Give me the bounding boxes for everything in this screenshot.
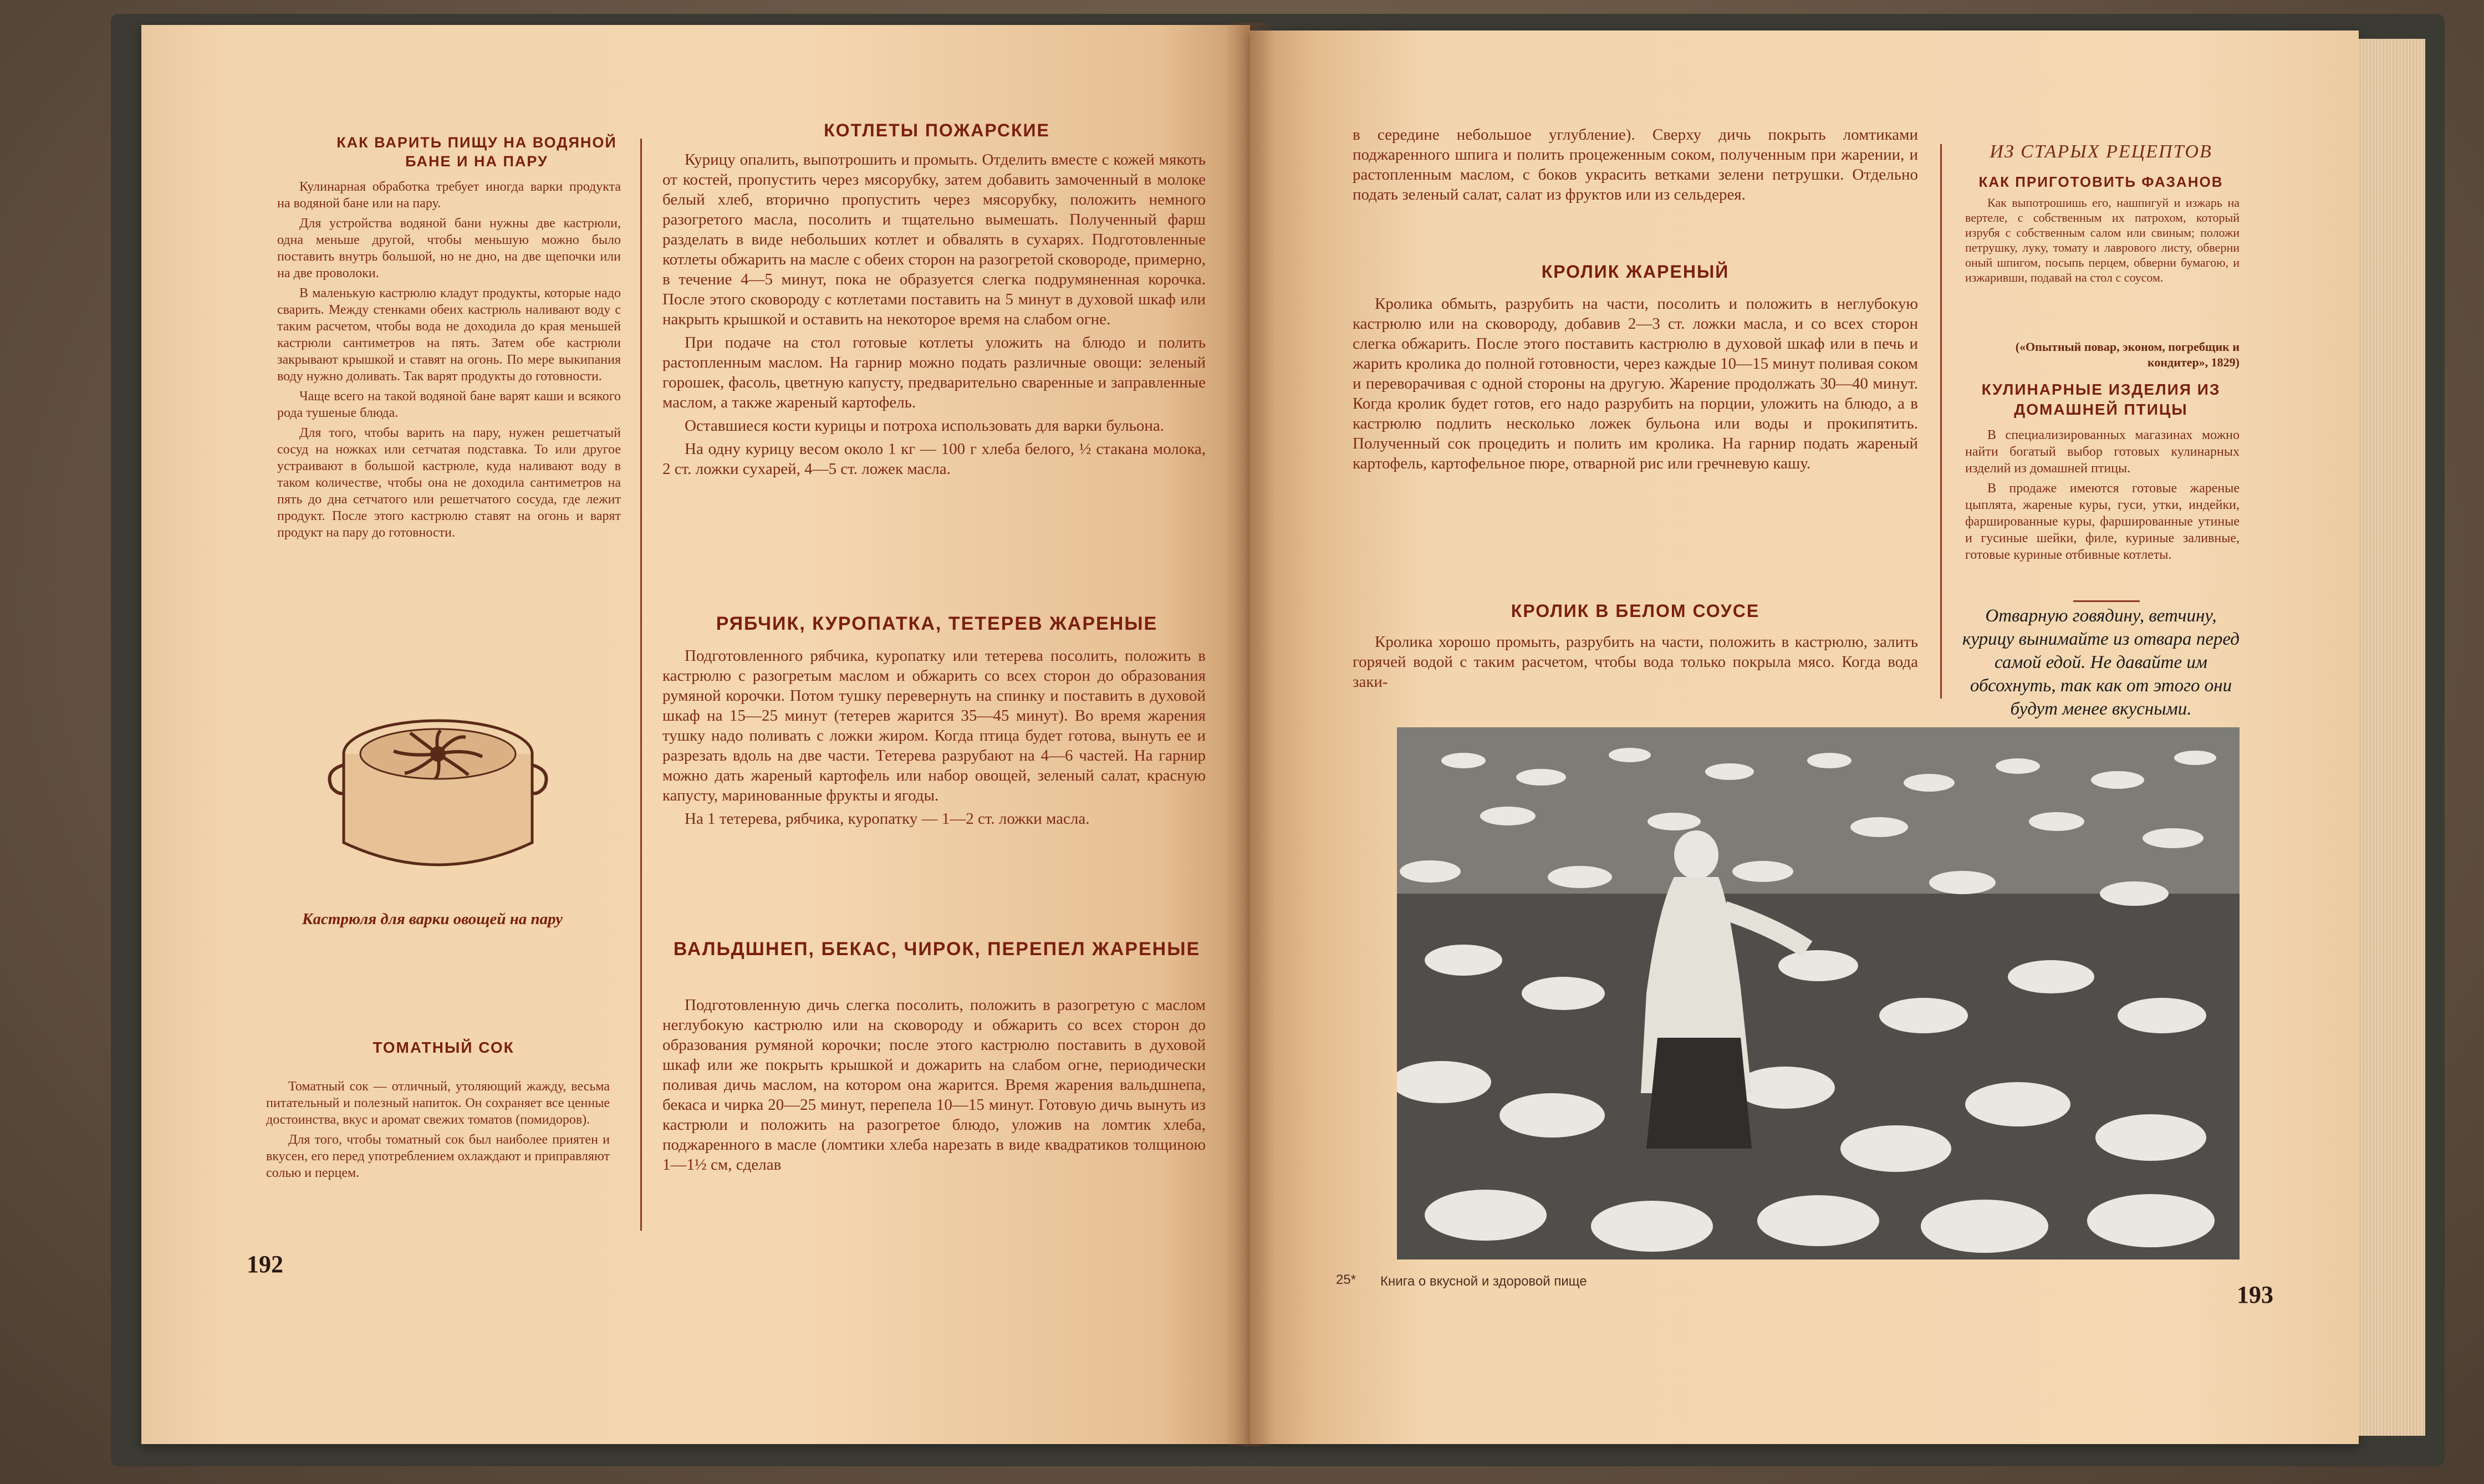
kotlety-text — [662, 150, 1206, 482]
paragraph: Кулинарная обработка требует иногда варки продукта на водяной бане или на пару. — [277, 180, 621, 211]
column-rule — [1940, 144, 1942, 698]
column-rule — [640, 139, 642, 1231]
paragraph: Для того, чтобы варить на пару, нужен решетчатый сосуд на ножках или сетчатая подставка. То или другое устраивают в большой кастрюле, куда наливают воду в таком количестве, чтобы она не доходила сантиметров на пять до дна сетчатого или решетчатого сосуда, где лежит продукт. После этого кастрюлю ставят на огонь и варят продукт на пару до готовности. — [277, 426, 621, 540]
krolik-title: КРОЛИК ЖАРЕНЫЙ — [1541, 262, 1730, 282]
paragraph: Оставшиеся кости курицы и потроха использовать для варки бульона. — [685, 417, 1165, 435]
paragraph: Как выпотрошишь его, нашпигуй и изжарь на вертеле, с собственным их патрохом, который изрубя с собственным салом или свиным; положи петрушку, луку, томату и лаврового листу, обверни оный шпигом, посыпь перцем, обверни бумагою, и изжаривши, подавай на стол с соусом. — [1965, 196, 2240, 284]
steamer-pot-illustration — [322, 704, 554, 893]
page-number-left: 192 — [247, 1251, 283, 1278]
footer-book-title: Книга о вкусной и здоровой пище — [1380, 1274, 1587, 1289]
continuation-text — [1353, 125, 1918, 208]
paragraph: В специализированных магазинах можно найти богатый выбор готовых кулинарных изделий из домашней птицы. — [1965, 428, 2240, 476]
ryabchik-title: РЯБЧИК, КУРОПАТКА, ТЕТЕРЕВ ЖАРЕНЫЕ — [716, 613, 1158, 634]
paragraph: Подготовленную дичь слегка посолить, положить в разогретую с маслом неглубокую кастрюлю или на сковороду и обжарить со всех сторон до образования румяной корочки; после этого кастрюлю поставить в духовой шкаф или же покрыть крышкой и дожарить на слабом огне, периодически поливая дичь маслом, на котором она жарится. Время жарения вальдшнепа, бекаса и чирка 20—25 минут, перепела 10—15 минут. Готовую дичь вынуть из кастрюли и положить на разогретое блюдо, уложив на ломтик хлеба, поджаренного в масле (ломтики хлеба нарезать в виде квадратиков толщиною 1—1½ см, сделав — [662, 996, 1206, 1174]
geese-photo-drawing — [1397, 727, 2240, 1259]
steam-bath-text — [277, 179, 621, 544]
kulinar-title: КУЛИНАРНЫЕ ИЗДЕЛИЯ ИЗ ДОМАШНЕЙ ПТИЦЫ — [1981, 381, 2221, 418]
tomato-juice-text — [266, 1078, 610, 1185]
paragraph: Кролика обмыть, разрубить на части, посолить и положить в неглубокую кастрюлю или на сковороду, добавив 2—3 ст. ложки масла, и со всех сторон слегка обжарить. После этого поставить кастрюлю в духовой шкаф или в печь и жарить кролика до полной готовности, через каждые 10—15 минут поливая соком и переворачивая с одной стороны на другую. Жарение продолжать 30—40 минут. Когда кролик будет готов, его надо разрубить на порции, уложить на блюдо, а в кастрюлю подлить несколько ложек бульона или воды и прокипятить. Полученный сок процедить и полить им кролика. На гарнир подать жареный картофель, картофельное пюре, отварной рис или гречневую кашу. — [1353, 295, 1918, 472]
page-edges — [2359, 39, 2425, 1436]
steam-bath-title: КАК ВАРИТЬ ПИЩУ НА ВОДЯНОЙ БАНЕ И НА ПАРУ — [336, 134, 617, 170]
paragraph: Кролика хорошо промыть, разрубить на части, положить в кастрюлю, залить горячей водой с таким расчетом, чтобы вода только покрыла мясо. Когда вода заки- — [1353, 633, 1918, 691]
valdshnep-text — [662, 995, 1206, 1178]
paragraph: в середине небольшое углубление). Сверху дичь покрыть ломтиками поджаренного шпига и полить процеженным соком, полученным при жарении, и растопленным маслом, с боков украсить ветками зелени петрушки. Отдельно подать зеленый салат, салат из фруктов или из сельдерея. — [1353, 126, 1918, 203]
paragraph: Для того, чтобы томатный сок был наиболее приятен и вкусен, его перед употреблением охлаждают и приправляют солью и перцем. — [266, 1133, 610, 1180]
page-number-right: 193 — [2237, 1281, 2273, 1308]
krolik-sous-text — [1353, 632, 1918, 695]
paragraph: На 1 тетерева, рябчика, куропатку — 1—2 ст. ложки масла. — [685, 810, 1090, 828]
paragraph: Для устройства водяной бани нужны две кастрюли, одна меньше другой, чтобы меньшую можно было поставить внутрь большой, но не дно, на две щепочки или на две проволоки. — [277, 216, 621, 281]
paragraph: В маленькую кастрюлю кладут продукты, которые надо сварить. Между стенками обеих кастрюль наливают воду с таким расчетом, чтобы вода не доходила до края меньшей кастрюли сантиметров на пять. Затем обе кастрюли закрывают крышкой и ставят на огонь. По мере выкипания воду нужно доливать. Так варят продукты до готовности. — [277, 286, 621, 384]
fazan-text — [1965, 195, 2240, 288]
krolik-sous-title: КРОЛИК В БЕЛОМ СОУСЕ — [1511, 601, 1760, 621]
paragraph: Курицу опалить, выпотрошить и промыть. Отделить вместе с кожей мякоть от костей, пропустить через мясорубку, затем добавить замоченный в молоке белый хлеб, вторично пропустить через мясорубку, положить немного разогретого масла, посолить и тщательно вымешать. Полученный фарш разделать в виде небольших котлет и обвалять в сухарях. Подготовленные котлеты обжарить на масле с обеих сторон на разогретой сковороде, примерно, в течение 4—5 минут, пока не образуется слегка подрумяненная корочка. После этого сковороду с котлетами поставить на 5 минут в духовой шкаф или накрыть крышкой и оставить на некоторое время на слабом огне. — [662, 151, 1206, 328]
kotlety-title: КОТЛЕТЫ ПОЖАРСКИЕ — [824, 120, 1050, 140]
tomato-juice-title: ТОМАТНЫЙ СОК — [373, 1039, 514, 1056]
krolik-text — [1353, 294, 1918, 477]
book-spine-shadow — [1225, 22, 1275, 1447]
old-recipes-heading: ИЗ СТАРЫХ РЕЦЕПТОВ — [1990, 141, 2212, 162]
kulinar-text — [1965, 427, 2240, 567]
geese-photograph — [1397, 727, 2240, 1259]
paragraph: При подаче на стол готовые котлеты уложить на блюдо и полить растопленным маслом. На гарнир можно подать различные овощи: зеленый горошек, фасоль, цветную капусту, предварительно сваренные и заправленные маслом, а также жареный картофель. — [662, 334, 1206, 411]
paragraph: Чаще всего на такой водяной бане варят каши и всякого рода тушеные блюда. — [277, 389, 621, 420]
handwritten-note: Отварную говядину, ветчину, курицу вынимайте из отвара перед самой едой. Не давайте им обсохнуть, так как от этого они будут менее вкусными. — [1962, 606, 2240, 719]
paragraph: Подготовленного рябчика, куропатку или тетерева посолить, положить в кастрюлю с разогретым маслом и обжарить со всех сторон до образования румяной корочки. Потом тушку перевернуть на спинку и поставить в духовой шкаф на 15—25 минут (тетерев жарится 35—45 минут). Во время жарения тушку надо поливать с ложки жиром. Когда птица будет готова, вынуть ее и разрезать вдоль на две части. Тетерева разрубают на 4—6 частей. На гарнир можно дать жареный картофель или набор овощей, зеленый салат, красную капусту, маринованные фрукты и ягоды. — [662, 647, 1206, 804]
ryabchik-text — [662, 646, 1206, 832]
figure-caption: Кастрюля для варки овощей на пару — [302, 910, 563, 928]
fazan-source: («Опытный повар, эконом, погребщик и кондитер», 1829) — [2015, 340, 2240, 369]
paragraph: Томатный сок — отличный, утоляющий жажду, весьма питательный и полезный напиток. Он сохраняет все ценные достоинства, вкус и аромат свежих томатов (помидоров). — [266, 1079, 610, 1127]
paragraph: На одну курицу весом около 1 кг — 100 г хлеба белого, ½ стакана молока, 2 ст. ложки сухарей, 4—5 ст. ложек масла. — [662, 440, 1206, 478]
footer-signature: 25* — [1336, 1272, 1356, 1287]
fazan-title: КАК ПРИГОТОВИТЬ ФАЗАНОВ — [1978, 174, 2223, 190]
note-rule — [2073, 600, 2140, 602]
valdshnep-title: ВАЛЬДШНЕП, БЕКАС, ЧИРОК, ПЕРЕПЕЛ ЖАРЕНЫЕ — [673, 939, 1201, 960]
paragraph: В продаже имеются готовые жареные цыплята, жареные куры, гуси, утки, индейки, фаршированные куры, фаршированные утиные и гусиные шейки, филе, куриные заливные, готовые куриные отбивные котлеты. — [1965, 481, 2240, 562]
